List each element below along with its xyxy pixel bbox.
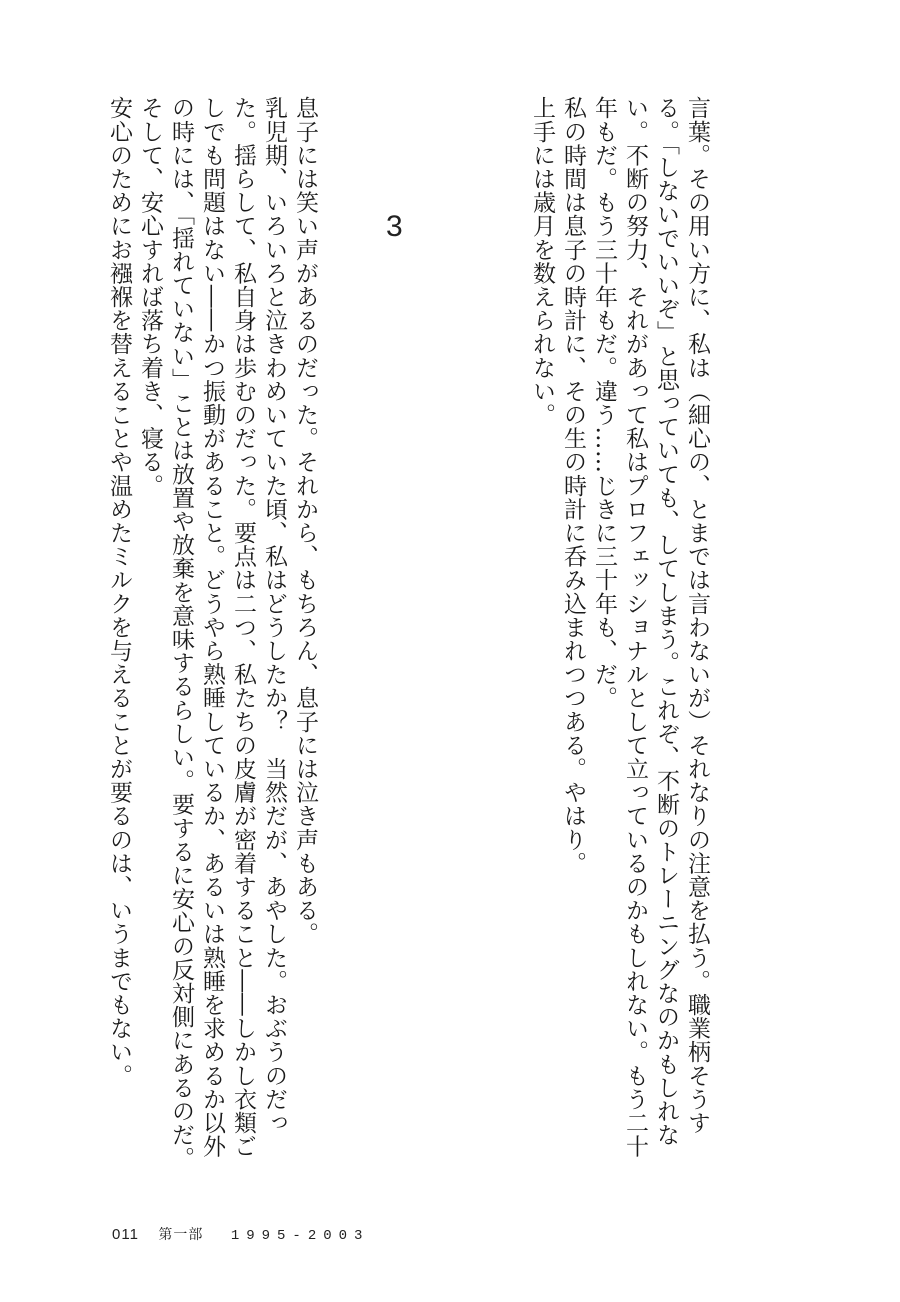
part-title: 第一部 <box>158 1227 204 1243</box>
text-line: 乳児期、いろいろと泣きわめいていた頃、私はどうしたか？ 当然だが、あやした。おぶうのだっ <box>261 96 287 1135</box>
page-footer <box>112 1224 369 1244</box>
text-line: 言葉。その用い方に、私は（細心の、とまでは言わないが）それなりの注意を払う。職業柄そうす <box>684 96 710 1135</box>
text-line: 上手には歳月を数えられない。 <box>529 96 555 427</box>
page-number: 011 <box>112 1226 139 1243</box>
text-line: そして、安心すれば落ち着き、寝る。 <box>137 96 163 498</box>
text-line: た。揺らして、私自身は歩むのだった。要点は二つ、私たちの皮膚が密着すること――しかし衣類ご <box>230 96 256 1158</box>
text-line: い。不断の努力、それがあって私はプロフェッショナルとして立っているのかもしれない。もう二十 <box>622 96 648 1158</box>
text-line: の時には、「揺れていない」ことは放置や放棄を意味するらしい。要するに安心の反対側にあるのだ。 <box>168 96 194 1171</box>
text-line: る。「しないでいいぞ」と思っていても、してしまう。これぞ、不断のトレーニングなのかもしれな <box>653 96 679 1147</box>
text-block-section-3 <box>88 96 320 1171</box>
text-block-upper <box>512 96 712 1158</box>
section-number: 3 <box>386 210 403 243</box>
text-line: しでも問題はない――かつ振動があること。どうやら熟睡しているか、あるいは熟睡を求めるか以外 <box>199 96 225 1158</box>
year-range: 1995-2003 <box>230 1228 370 1244</box>
text-line: 私の時間は息子の時計に、その生の時計に呑み込まれつつある。やはり。 <box>560 96 586 875</box>
text-line: 年もだ。もう三十年もだ。違う……じきに三十年も、だ。 <box>591 96 617 710</box>
text-line: 安心のためにお襁褓を替えることや温めたミルクを与えることが要るのは、いうまでもない。 <box>106 96 132 1088</box>
text-line: 息子には笑い声があるのだった。それから、もちろん、息子には泣き声もある。 <box>292 96 318 946</box>
